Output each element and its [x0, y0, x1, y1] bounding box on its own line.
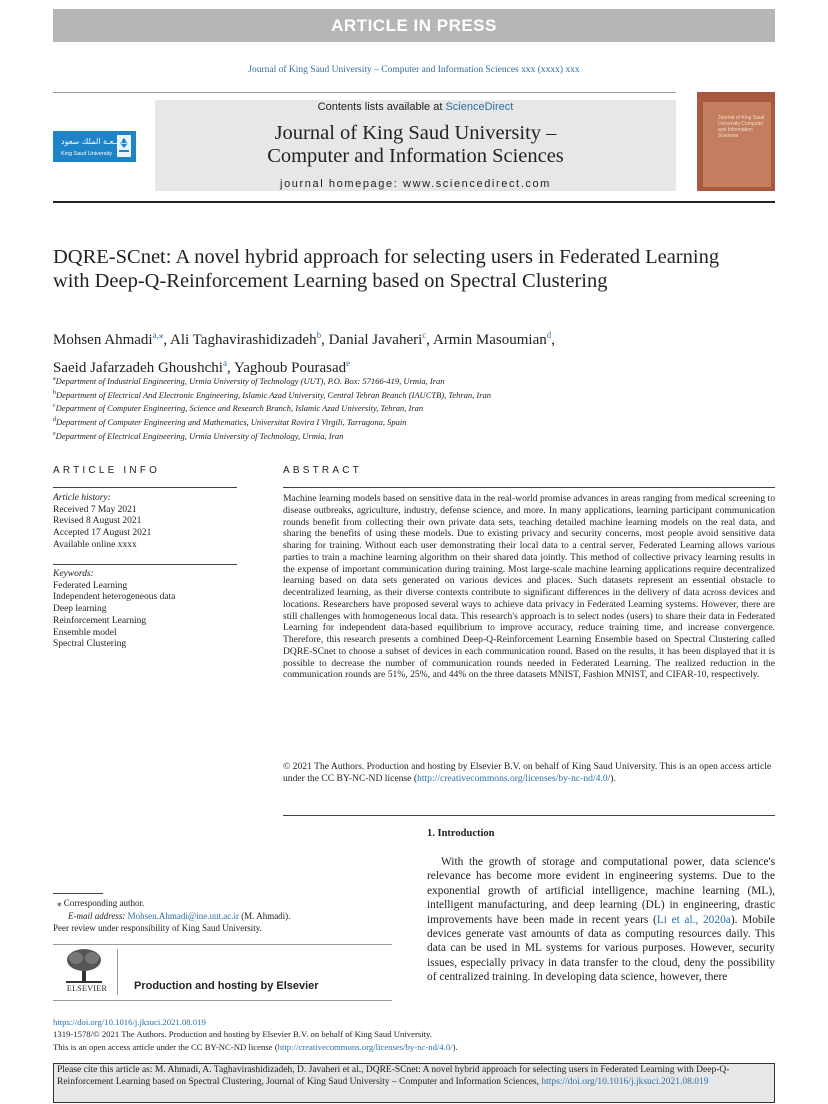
affiliation-marker: c: [53, 403, 56, 410]
sciencedirect-link[interactable]: ScienceDirect: [445, 101, 514, 113]
author-list: [53, 324, 773, 380]
ksu-logo: [53, 131, 136, 162]
history-revised: Revised 8 August 2021: [53, 516, 142, 527]
paper-title: DQRE-SCnet: A novel hybrid approach for selecting users in Federated Learning with Deep-Q-Reinforcement Learning based on Spectral Clustering: [53, 246, 720, 292]
journal-cover-text: Journal of King Saud University Computer and Information Sciences: [718, 115, 765, 139]
keywords-rule: [53, 564, 237, 565]
author-affiliation-marker[interactable]: d: [546, 330, 552, 340]
author-name: Mohsen Ahmadi: [53, 332, 153, 348]
license-link[interactable]: http://creativecommons.org/licenses/by-nc-nd/4.0/: [417, 772, 611, 784]
affiliation-item: [53, 374, 773, 388]
history-received: Received 7 May 2021: [53, 504, 137, 515]
author-separator: ,: [551, 332, 555, 348]
issn-line: 1319-1578/© 2021 The Authors. Production and hosting by Elsevier B.V. on behalf of King Saud University.: [53, 1029, 433, 1040]
keyword-item: Spectral Clustering: [53, 639, 127, 650]
author-affiliation-marker[interactable]: e: [346, 358, 351, 368]
open-access-line: This is an open access article under the CC BY-NC-ND license (http://creativecommons.org/licenses/by-nc-nd/4.0/).: [53, 1041, 458, 1052]
author-separator: ,: [163, 332, 171, 348]
keyword-item: Ensemble model: [53, 627, 117, 638]
email-note: E-mail address: Mohsen.Ahmadi@ine.uut.ac.ir (M. Ahmadi).: [68, 910, 291, 921]
footnotes: [53, 897, 393, 935]
affiliation-text: Department of Electrical Engineering, Urmia University of Technology, Urmia, Iran: [55, 430, 344, 441]
header-top-rule: [53, 92, 676, 93]
affiliation-item: [53, 388, 773, 402]
affiliation-text: Department of Computer Engineering, Science and Research Branch, Islamic Azad University, Tehran, Iran: [55, 403, 424, 414]
article-info-heading: ARTICLE INFO: [53, 465, 161, 476]
journal-homepage: journal homepage: www.sciencedirect.com: [280, 178, 551, 190]
affiliation-item: [53, 429, 773, 443]
abstract-copyright: © 2021 The Authors. Production and hosting by Elsevier B.V. on behalf of King Saud University. This is an open access article under the CC BY-NC-ND license (http://creativecommons.org/licenses/by-nc-nd/4.0/).: [283, 761, 772, 784]
elsevier-logo-text: ELSEVIER: [66, 984, 108, 993]
elsevier-divider: [117, 949, 118, 995]
ksu-emblem-icon: [53, 131, 136, 162]
abstract-rule: [283, 487, 775, 488]
contents-available-line: Contents lists available at ScienceDirect: [317, 101, 514, 113]
author-separator: ,: [321, 332, 329, 348]
cite-doi-link[interactable]: https://doi.org/10.1016/j.jksuci.2021.08.019: [541, 1076, 709, 1087]
affiliation-text: Department of Industrial Engineering, Urmia University of Technology (UUT), P.O. Box: 57166-419, Urmia, Iran: [55, 375, 445, 386]
affiliation-item: [53, 401, 773, 415]
affiliation-text: Department of Computer Engineering and Mathematics, Universitat Rovira I Virgili, Tarragona, Spain: [56, 416, 407, 427]
author-affiliation-marker[interactable]: b: [316, 330, 322, 340]
cite-this-article-text: Please cite this article as: M. Ahmadi, A. Taghavirashidizadeh, D. Javaheri et al., DQRE-SCnet: A novel hybrid approach for selecting users in Federated Learning with Deep-Q-Reinforcement Learning based on Spectral Clustering, Journal of King Saud University – Computer and Information Sciences, https://doi.org/10.1016/j.jksuci.2021.08.019: [57, 1065, 730, 1087]
doi-block: [53, 1016, 775, 1053]
keyword-item: Independent heterogeneous data: [53, 592, 176, 603]
author-name: Danial Javaheri: [328, 332, 423, 348]
journal-title: Journal of King Saud University – Computer and Information Sciences: [267, 122, 564, 167]
author-name: Yaghoub Pourasad: [233, 360, 347, 376]
keyword-item: Deep learning: [53, 604, 107, 615]
article-history: Article history: Received 7 May 2021 Revised 8 August 2021 Accepted 17 August 2021 Available online xxxx: [53, 493, 237, 552]
affiliation-item: [53, 415, 773, 429]
journal-citation-line[interactable]: Journal of King Saud University – Computer and Information Sciences xxx (xxxx) xxx: [248, 65, 580, 75]
abstract-text: Machine learning models based on sensitive data in the real-world promise advances in areas ranging from medical screening to disease outbreaks, agriculture, industry, defense science, and more. In many applications, learning participant communication rounds benefit from collecting their own private data sets, teaching detailed machine learning models on the real data, and sharing the benefits of using these models. Due to existing privacy and security concerns, most people avoid sensitive data sharing for training. Without each user demonstrating their local data to a central server, Federated Learning allows various parties to train a machine learning algorithm on their shared data jointly. This method of collective privacy learning results in the expense of important communication during training. Most large-scale machine learning applications require decentralized learning based on data sets generated on various devices and places. Such datasets represent an essential obstacle to decentralized learning, as their diverse contexts contribute to significant differences in the delivery of data across devices and locations. Researchers have proposed several ways to achieve data privacy in Federated Learning systems. However, there are still challenges with homogeneous local data. This research's approach is to select nodes (users) to share their data in Federated Learning for independent data-based equilibrium to improve accuracy, reduce training time, and increase convergence. Therefore, this research presents a combined Deep-Q-Reinforcement Learning Ensemble based on Spectral Clustering called DQRE-SCnet to choose a subset of devices in each communication round. Based on the results, it has been displayed that it is possible to decrease the number of communication rounds needed in Federated Learning. The realized reduction in the communication rounds are 51%, 25%, and 44% on the three datasets MNIST, Fashion MNIST, and CIFAR-10, respectively.: [283, 493, 775, 681]
article-in-press-banner: ARTICLE IN PRESS: [53, 9, 775, 42]
history-available: Available online xxxx: [53, 539, 137, 550]
author-affiliation-marker[interactable]: a,⁎: [152, 330, 164, 340]
doi-link[interactable]: https://doi.org/10.1016/j.jksuci.2021.08.019: [53, 1017, 206, 1027]
history-accepted: Accepted 17 August 2021: [53, 528, 152, 539]
author-name: Saeid Jafarzadeh Ghoushchi: [53, 360, 223, 376]
author-affiliation-marker[interactable]: c: [422, 330, 427, 340]
peer-review-note: Peer review under responsibility of King Saud University.: [53, 923, 262, 933]
homepage-link[interactable]: www.sciencedirect.com: [403, 178, 551, 190]
citation-link[interactable]: Li et al., 2020a: [656, 913, 731, 926]
elsevier-tree-icon: [62, 948, 106, 984]
affiliation-marker: d: [53, 416, 56, 423]
affiliation-text: Department of Electrical And Electronic Engineering, Islamic Azad University, Central Tehran Branch (IAUCTB), Tehran, Iran: [56, 389, 492, 400]
keyword-item: Reinforcement Learning: [53, 615, 147, 626]
ksu-logo-arabic: جـامـعـة الملك سعود: [61, 137, 130, 146]
oa-license-link[interactable]: http://creativecommons.org/licenses/by-nc-nd/4.0/: [277, 1041, 453, 1052]
abstract-heading: ABSTRACT: [283, 465, 362, 476]
ksu-logo-english: King Saud University: [61, 151, 113, 157]
corresponding-author-note: ⁎ Corresponding author.: [57, 898, 145, 908]
abstract-bottom-rule: [283, 815, 775, 816]
production-hosting-text: Production and hosting by Elsevier: [134, 980, 319, 992]
introduction-heading: 1. Introduction: [427, 828, 495, 839]
header-thick-rule: [53, 201, 775, 203]
author-affiliation-marker[interactable]: a: [222, 358, 227, 368]
author-separator: ,: [226, 360, 234, 376]
keyword-item: Federated Learning: [53, 580, 128, 591]
affiliation-marker: a: [53, 376, 56, 382]
author-name: Ali Taghavirashidizadeh: [170, 332, 317, 348]
affiliation-list: [53, 374, 773, 442]
email-link[interactable]: Mohsen.Ahmadi@ine.uut.ac.ir: [127, 910, 239, 921]
footnote-rule: [53, 893, 103, 894]
keywords-block: Keywords: Federated Learning Independent heterogeneous data Deep learning Reinforcement Learning Ensemble model Spectral Clustering: [53, 569, 237, 651]
introduction-paragraph: With the growth of storage and computational power, data science's relevance has become more evident in engineering systems. Due to the exponential growth of artificial intelligence, machine learning (ML), intelligent manufacturing, and deep learning (DL) in engineering, drastic improvements have been made in recent years (Li et al., 2020a). Mobile devices generate vast amounts of data as computing resources daily. This data can be used in ML systems for various purposes. However, security issues, especially privacy in data transfer to the cloud, deny the possibility of centralized training. In developing data science, however, there: [427, 856, 776, 984]
affiliation-marker: e: [53, 430, 56, 437]
affiliation-marker: b: [53, 389, 56, 396]
article-info-rule: [53, 487, 237, 488]
author-name: Armin Masoumian: [432, 332, 547, 348]
author-separator: ,: [426, 332, 433, 348]
